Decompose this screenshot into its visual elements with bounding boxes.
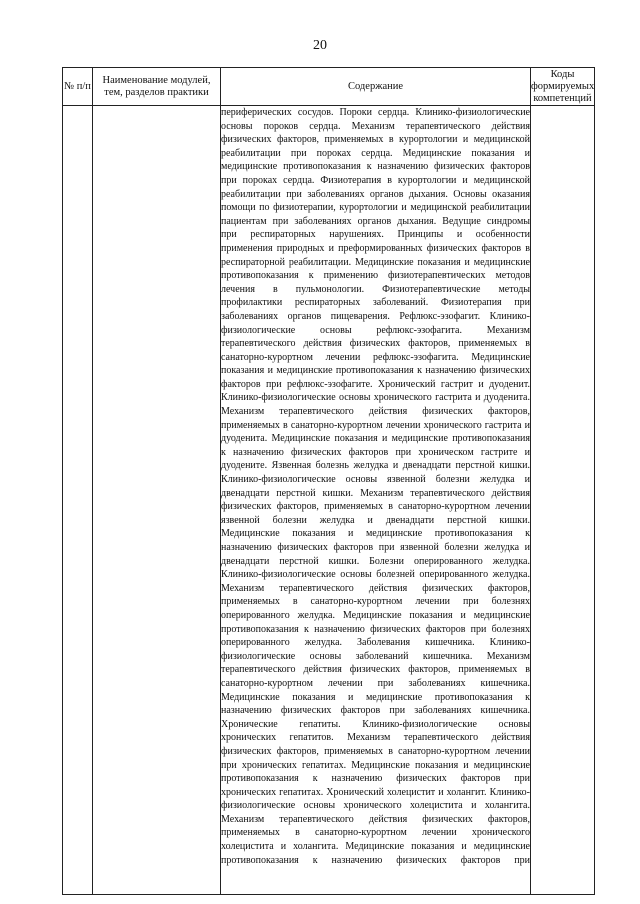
table-row [63, 106, 595, 895]
cell-codes [531, 106, 595, 895]
cell-module [93, 106, 221, 895]
header-codes: Коды формируемых компетенций [531, 68, 595, 104]
page-number: 20 [313, 38, 327, 53]
curriculum-table [62, 67, 595, 895]
table-header-row [63, 68, 595, 106]
cell-num [63, 106, 93, 895]
header-content: Содержание [221, 68, 531, 106]
header-num: № п/п [63, 68, 93, 106]
header-module: Наименование модулей, тем, разделов практики [93, 68, 221, 106]
cell-content [221, 106, 531, 895]
content-text: периферических сосудов. Пороки сердца. Клинико-физиологические основы пороков сердца. Механизм терапевтического действия физических факторов, применяемых в курортологии и медицинской реабилитации при пороках сердца. Медицинские показания и медицинские противопоказания к назначению физических факторов при пороках сердца. Физиотерапия в курортологии и медицинской реабилитации при заболеваниях органов дыхания. Основы оказания помощи по физиотерапии, курортологии и медицинской реабилитации пациентам при заболеваниях органов дыхания. Ведущие синдромы при респираторных нарушениях. Принципы и особенности применения природных и преформированных физических факторов в респираторной реабилитации. Медицинские показания и медицинские противопоказания к применению физиотерапевтических методов лечения в пульмонологии. Физиотерапевтические методы профилактики респираторных заболеваний. Физиотерапия при заболеваниях органов пищеварения. Рефлюкс-эзофагит. Клинико-физиологические основы рефлюкс-эзофагита. Механизм терапевтического действия физических факторов, применяемых в санаторно-курортном лечении рефлюкс-эзофагита. Медицинские показания и медицинские противопоказания к назначению физических факторов при рефлюкс-эзофагите. Хронический гастрит и дуоденит. Клинико-физиологические основы хронического гастрита и дуоденита. Механизм терапевтического действия физических факторов, применяемых в санаторно-курортном лечении хронического гастрита и дуоденита. Медицинские показания и медицинские противопоказания к назначению физических факторов при хроническом гастрите и дуодените. Язвенная болезнь желудка и двенадцати перстной кишки. Клинико-физиологические основы язвенной болезни желудка и двенадцати перстной кишки. Механизм терапевтического действия физических факторов, применяемых в санаторно-курортном лечении язвенной болезни желудка и двенадцати перстной кишки. Медицинские показания и медицинские противопоказания к назначению физических факторов при язвенной болезни желудка и двенадцати перстной кишки. Болезни оперированного желудка. Клинико-физиологические основы болезней оперированного желудка. Механизм терапевтического действия физических факторов, применяемых в санаторно-курортном лечении при болезнях оперированного желудка. Медицинские показания и медицинские противопоказания к назначению физических факторов при болезнях оперированного желудка. Заболевания кишечника. Клинико-физиологические основы заболеваний кишечника. Механизм терапевтического действия физических факторов, применяемых в санаторно-курортном лечении при заболеваниях кишечника. Медицинские показания и медицинские противопоказания к назначению физических факторов при заболеваниях кишечника. Хронические гепатиты. Клинико-физиологические основы хронических гепатитов. Механизм терапевтического действия физических факторов, применяемых в санаторно-курортном лечении при хронических гепатитах. Медицинские показания и медицинские противопоказания к назначению физических факторов при хронических гепатитах. Хронический холецистит и холангит. Клинико-физиологические основы хронического холецистита и холангита. Механизм терапевтического действия физических факторов, применяемых в санаторно-курортном лечении хронического холецистита и холангита. Медицинские показания и медицинские противопоказания к назначению физических факторов при [221, 107, 530, 866]
